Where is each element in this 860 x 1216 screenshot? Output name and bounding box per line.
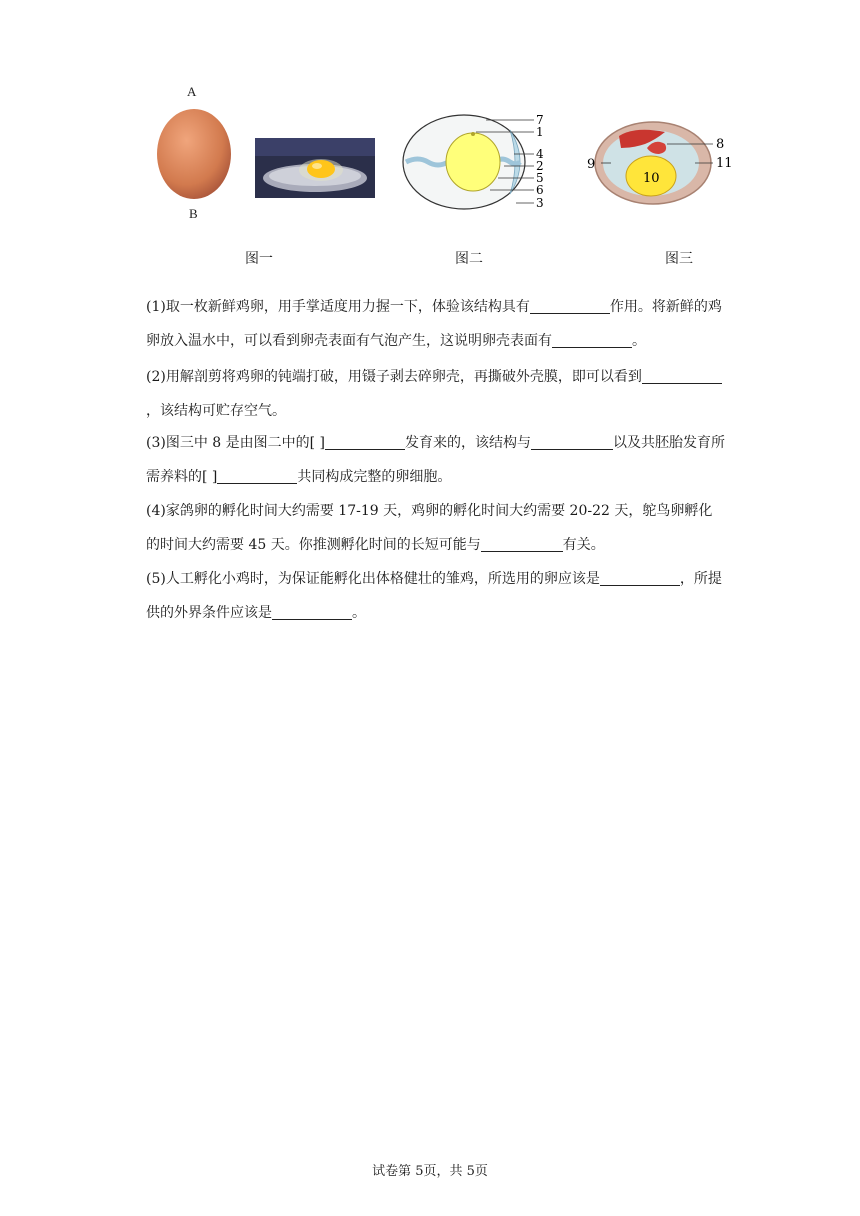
q4-blank-1[interactable] bbox=[481, 535, 563, 552]
figure-1 bbox=[150, 80, 380, 230]
q3-blank-1[interactable] bbox=[325, 433, 405, 450]
q3-text-b: 发育来的，该结构与 bbox=[405, 435, 532, 451]
fig2-label-7: 7 bbox=[536, 113, 544, 127]
q5-text-a: (5)人工孵化小鸡时，为保证能孵化出体格健壮的雏鸡，所选用的卵应该是 bbox=[146, 571, 600, 587]
q2-blank-1[interactable] bbox=[642, 367, 722, 384]
q1-blank-1[interactable] bbox=[530, 297, 610, 314]
whole-egg-image bbox=[150, 102, 240, 202]
q2-text-a: (2)用解剖剪将鸡卵的钝端打破，用镊子剥去碎卵壳，再撕破外壳膜，即可以看到 bbox=[146, 369, 642, 385]
q2-text-b: ，该结构可贮存空气。 bbox=[146, 403, 286, 419]
question-4 bbox=[146, 494, 726, 562]
question-1 bbox=[146, 290, 726, 358]
q1-text-a: (1)取一枚新鲜鸡卵，用手掌适度用力握一下，体验该结构具有 bbox=[146, 299, 530, 315]
fig3-label-11: 11 bbox=[716, 156, 733, 171]
q3-text-a: (3)图三中 8 是由图二中的[ ] bbox=[146, 435, 326, 451]
q5-text-c: 。 bbox=[352, 605, 366, 621]
page-footer: 试卷第 5页，共 5页 bbox=[372, 1164, 488, 1179]
q4-text-a: (4)家鸽卵的孵化时间大约需要 17-19 天，鸡卵的孵化时间大约需要 20-22 天，鸵鸟卵孵化的时间大约需要 45 天。你推测孵化时间的长短可能与 bbox=[146, 503, 713, 553]
label-B: B bbox=[189, 206, 198, 221]
q3-blank-2[interactable] bbox=[531, 433, 613, 450]
label-A: A bbox=[187, 84, 197, 99]
question-3 bbox=[146, 426, 726, 494]
fig3-label-8: 8 bbox=[716, 137, 725, 152]
fig2-label-1: 1 bbox=[536, 125, 544, 139]
caption-fig3: 图三 bbox=[665, 251, 693, 267]
caption-fig2: 图二 bbox=[455, 251, 483, 267]
question-5 bbox=[146, 562, 726, 630]
fig2-label-5: 5 bbox=[536, 171, 544, 185]
q3-text-d: 共同构成完整的卵细胞。 bbox=[297, 469, 452, 485]
caption-fig1: 图一 bbox=[245, 251, 273, 267]
q4-text-b: 有关。 bbox=[562, 537, 605, 553]
figure-3-embryo bbox=[585, 118, 745, 213]
fig2-label-6: 6 bbox=[536, 183, 544, 197]
q5-blank-1[interactable] bbox=[600, 569, 680, 586]
q1-text-b: 作用。将新鲜的鸡卵放入温水中，可以看到卵壳表面有气泡产生，这说明卵壳表面有 bbox=[146, 299, 722, 349]
q1-text-c: 。 bbox=[632, 333, 646, 349]
q3-text-c: 以及共胚胎发育所需养料的[ ] bbox=[146, 435, 726, 485]
q5-blank-2[interactable] bbox=[272, 603, 352, 620]
q3-blank-3[interactable] bbox=[217, 467, 297, 484]
fig3-label-9: 9 bbox=[587, 157, 596, 172]
figure-2-egg-structure bbox=[398, 108, 558, 218]
fig2-label-4: 4 bbox=[536, 147, 544, 161]
fig3-label-10: 10 bbox=[643, 171, 660, 186]
fig2-label-2: 2 bbox=[536, 159, 544, 173]
fig2-label-3: 3 bbox=[536, 196, 544, 210]
q5-text-b: ，所提供的外界条件应该是 bbox=[146, 571, 722, 621]
question-2 bbox=[146, 360, 726, 428]
q1-blank-2[interactable] bbox=[552, 331, 632, 348]
egg-in-dish-image bbox=[255, 138, 375, 198]
